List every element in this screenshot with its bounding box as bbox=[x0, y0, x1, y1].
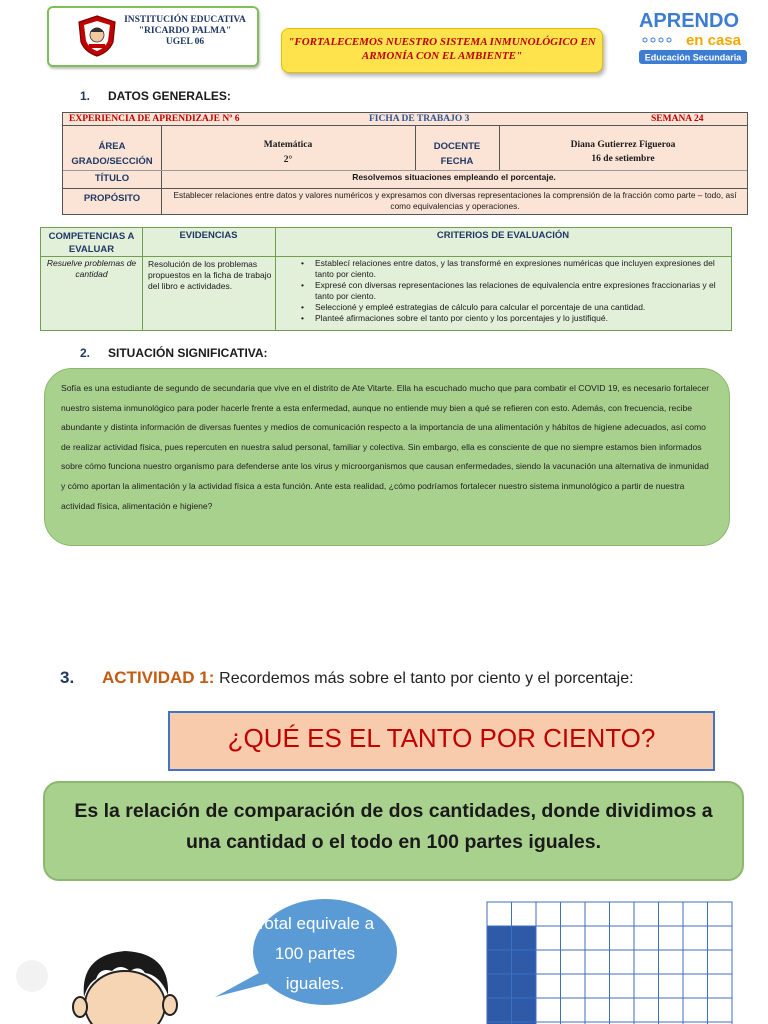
titulo-label: TÍTULO bbox=[94, 173, 130, 184]
grid-cell bbox=[512, 902, 537, 926]
semana-label: SEMANA 24 bbox=[651, 114, 704, 124]
section-number: 2. bbox=[80, 346, 91, 360]
grid-cell-filled bbox=[487, 998, 512, 1022]
grid-cell bbox=[634, 926, 659, 950]
grid-cell bbox=[708, 950, 733, 974]
bubble-text: Total equivale a 100 partes iguales. bbox=[255, 914, 375, 993]
criterios-header: CRITERIOS DE EVALUACIÓN bbox=[436, 230, 570, 241]
section-2-heading bbox=[80, 346, 268, 360]
school-line: "RICARDO PALMA" bbox=[138, 26, 232, 36]
area-label: ÁREA bbox=[98, 141, 126, 152]
section-1-heading bbox=[80, 89, 231, 103]
situation-box bbox=[44, 368, 730, 546]
grid-cell bbox=[561, 974, 586, 998]
brand-line2: en casa bbox=[685, 32, 741, 49]
grid-cell bbox=[610, 926, 635, 950]
question-text: ¿QUÉ ES EL TANTO POR CIENTO? bbox=[227, 723, 656, 753]
area-value: Matemática bbox=[263, 140, 313, 150]
grid-cell bbox=[585, 998, 610, 1022]
bullet-icon: • bbox=[301, 313, 304, 323]
grid-cell-filled bbox=[487, 926, 512, 950]
grid-cell bbox=[610, 998, 635, 1022]
grid-cell bbox=[659, 998, 684, 1022]
hundred-grid bbox=[486, 900, 738, 1024]
bullet-icon: • bbox=[301, 258, 304, 268]
grid-cell bbox=[610, 974, 635, 998]
grid-cell-filled bbox=[512, 974, 537, 998]
grid-cell bbox=[708, 998, 733, 1022]
fecha-value: 16 de setiembre bbox=[591, 154, 655, 164]
grid-cell bbox=[683, 950, 708, 974]
criterio-text: Planteé afirmaciones sobre el tanto por ciento y los porcentajes y lo justifiqué. bbox=[315, 313, 608, 323]
criterio-item bbox=[285, 313, 725, 324]
brand-line1: APRENDO bbox=[638, 10, 740, 32]
theme-text: "FORTALECEMOS NUESTRO SISTEMA INMUNOLÓGICO EN ARMONÍA CON EL AMBIENTE" bbox=[288, 36, 596, 62]
docente-label: DOCENTE bbox=[433, 141, 481, 152]
grid-cell-filled bbox=[487, 950, 512, 974]
grid-cell bbox=[536, 974, 561, 998]
criterio-text: Expresé con diversas representaciones las relaciones de equivalencia entre expresiones fraccionarias y el tanto por ciento. bbox=[315, 280, 716, 301]
grid-cell bbox=[561, 926, 586, 950]
grid-cell bbox=[585, 926, 610, 950]
grid-cell bbox=[634, 974, 659, 998]
grid-cell bbox=[487, 902, 512, 926]
section-number: 3. bbox=[60, 668, 75, 687]
proposito-label: PROPÓSITO bbox=[83, 193, 141, 204]
grid-cell bbox=[610, 902, 635, 926]
grid-cell bbox=[561, 902, 586, 926]
ficha-label: FICHA DE TRABAJO 3 bbox=[369, 114, 470, 124]
grado-label: GRADO/SECCIÓN bbox=[71, 156, 153, 167]
school-line: UGEL 06 bbox=[165, 37, 205, 47]
proposito-value: Establecer relaciones entre datos y valores numéricos y expresamos con diversas representaciones la comprensión de la fracción como parte – todo, así como equivalencias y operaciones. bbox=[173, 190, 737, 211]
grid-cell bbox=[585, 902, 610, 926]
grid-cell-filled bbox=[512, 998, 537, 1022]
grid-cell bbox=[585, 974, 610, 998]
aprendo-logo-icon bbox=[637, 9, 749, 65]
grid-cell bbox=[708, 902, 733, 926]
grid-cell bbox=[659, 950, 684, 974]
competencia-text: Resuelve problemas de cantidad bbox=[46, 258, 137, 279]
school-crest-icon bbox=[75, 14, 119, 58]
section-number: 1. bbox=[80, 89, 91, 103]
activity-title: Recordemos más sobre el tanto por ciento y el porcentaje: bbox=[219, 670, 634, 687]
grid-cell-filled bbox=[512, 926, 537, 950]
school-line: INSTITUCIÓN EDUCATIVA bbox=[124, 15, 246, 25]
school-header bbox=[47, 6, 259, 67]
brand-badge: Educación Secundaria bbox=[644, 52, 742, 63]
grid-cell bbox=[708, 926, 733, 950]
grid-cell bbox=[683, 974, 708, 998]
grid-cell bbox=[585, 950, 610, 974]
evaluation-table bbox=[40, 227, 732, 331]
bullet-icon: • bbox=[301, 280, 304, 290]
criterios-list bbox=[285, 258, 725, 324]
criterio-item bbox=[285, 280, 725, 302]
evidencia-text: Resolución de los problemas propuestos en la ficha de trabajo del libro e actividades. bbox=[148, 259, 272, 291]
titulo-value: Resolvemos situaciones empleando el porcentaje. bbox=[352, 172, 556, 182]
grid-cell bbox=[683, 926, 708, 950]
grid-cell-filled bbox=[487, 974, 512, 998]
activity-label: ACTIVIDAD 1: bbox=[102, 668, 215, 687]
grid-cell bbox=[634, 950, 659, 974]
grid-cell bbox=[708, 974, 733, 998]
grid-cell-filled bbox=[512, 950, 537, 974]
grid-cell bbox=[634, 998, 659, 1022]
grid-cell bbox=[659, 974, 684, 998]
grid-cell bbox=[659, 902, 684, 926]
criterio-item bbox=[285, 258, 725, 280]
situation-text: Sofía es una estudiante de segundo de secundaria que vive en el distrito de Ate Vitarte. Ella ha escuchado mucho que para combatir el COVID 19, es necesario fortalecer nuestro sistema inmunológico para poder hacerle frente a esta enfermedad, aunque no entiende muy bien a qué se refieren con esto. Además, con frecuencia, recibe abundante y distinta información de diversas fuentes y medios de comunicación respecto a la importancia de una alimentación y hábitos de higiene adecuados, así como de realizar actividad física, pues repercuten en nuestra salud personal, familiar y colectiva. Sin embargo, ella es consciente de que no siempre estamos bien informados sobre cómo funciona nuestro organismo para defenderse ante los virus y microorganismos que causan enfermedades, siendo la vacunación una alternativa de inmunidad y cómo aportan la alimentación y la actividad física a esta función. Ante esta realidad, ¿cómo podríamos fortalecer nuestro sistema inmunológico a partir de nuestra actividad física, alimentación e higiene? bbox=[61, 383, 710, 511]
grid-cell bbox=[610, 950, 635, 974]
activity-heading bbox=[60, 668, 634, 688]
boy-character-icon bbox=[70, 945, 180, 1024]
bullet-icon: • bbox=[301, 302, 304, 312]
evidencias-header: EVIDENCIAS bbox=[179, 230, 238, 241]
criterio-item bbox=[285, 302, 725, 313]
grid-cell bbox=[683, 998, 708, 1022]
definition-text: Es la relación de comparación de dos cantidades, donde dividimos a una cantidad o el todo en 100 partes iguales. bbox=[74, 800, 713, 853]
grid-cell bbox=[634, 902, 659, 926]
grid-cell bbox=[536, 998, 561, 1022]
aprendo-en-casa-logo bbox=[637, 9, 749, 65]
grid-cell bbox=[659, 926, 684, 950]
hand-icon bbox=[9, 953, 55, 999]
grid-cell bbox=[683, 902, 708, 926]
theme-banner bbox=[281, 28, 603, 73]
grid-cell bbox=[536, 950, 561, 974]
section-title: SITUACIÓN SIGNIFICATIVA: bbox=[108, 346, 268, 360]
docente-value: Diana Gutierrez Figueroa bbox=[570, 140, 676, 150]
section-title: DATOS GENERALES: bbox=[108, 89, 231, 103]
grid-cell bbox=[536, 902, 561, 926]
fecha-label: FECHA bbox=[440, 156, 474, 167]
question-box bbox=[168, 711, 715, 771]
definition-box bbox=[43, 781, 744, 881]
grid-cell bbox=[536, 926, 561, 950]
criterio-text: Seleccioné y empleé estrategias de cálculo para calcular el porcentaje de una cantidad. bbox=[315, 302, 646, 312]
general-data-table bbox=[62, 112, 748, 215]
grid-cell bbox=[561, 998, 586, 1022]
grid-cell bbox=[561, 950, 586, 974]
competencias-header: COMPETENCIAS A EVALUAR bbox=[48, 231, 135, 255]
criterio-text: Establecí relaciones entre datos, y las transformé en expresiones numéricas que incluyen expresiones del tanto por ciento. bbox=[315, 258, 715, 279]
experiencia-label: EXPERIENCIA DE APRENDIZAJE Nº 6 bbox=[69, 114, 240, 124]
grado-value: 2° bbox=[283, 155, 293, 165]
school-name bbox=[121, 15, 249, 48]
